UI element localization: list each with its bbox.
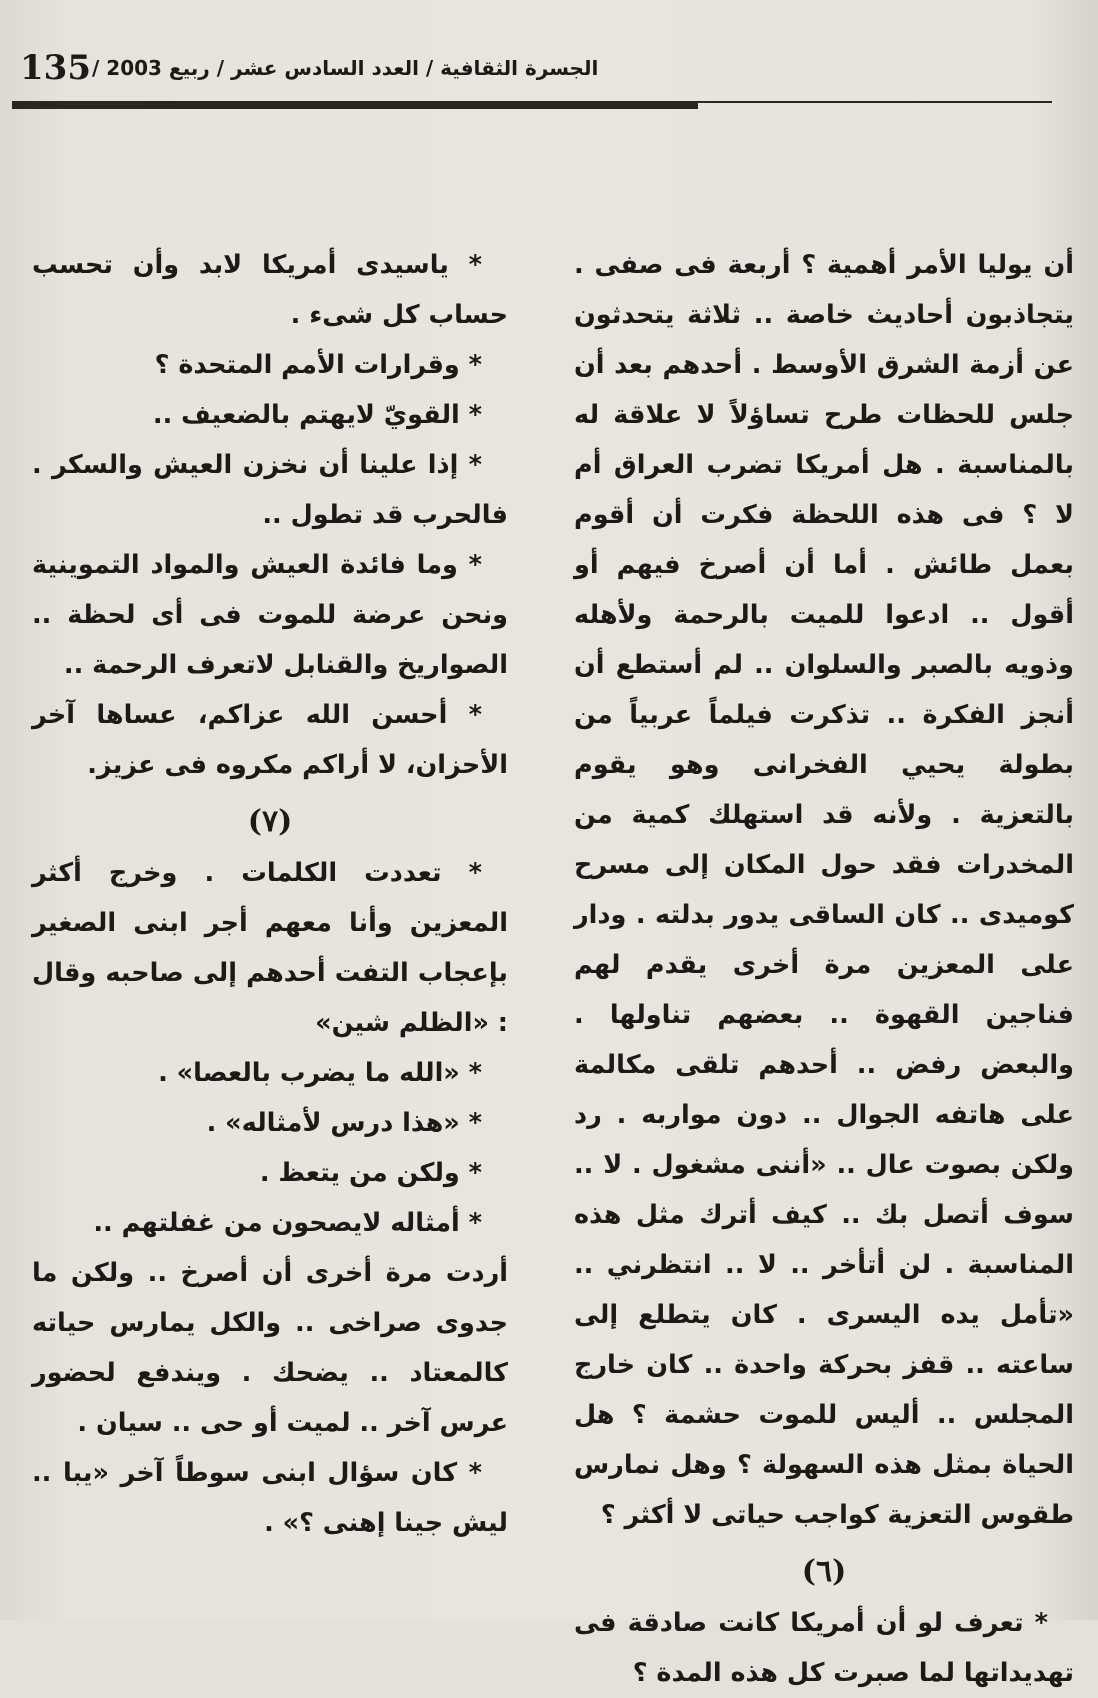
section-number-7: (٧): [247, 804, 293, 839]
page-header: [14, 40, 1044, 90]
body-paragraph: أن يوليا الأمر أهمية ؟ أربعة فى صفى . يتجاذبون أحاديث خاصة .. ثلاثة يتحدثون عن أزمة الشرق الأوسط . أحدهم بعد أن جلس للحظات طرح تساؤلاً لا علاقة له بالمناسبة . هل أمريكا تضرب العراق أم لا ؟ فى هذه اللحظة فكرت أن أقوم بعمل طائش . أما أن أصرخ فيهم أو أقول .. ادعوا للميت بالرحمة ولأهله وذويه بالصبر والسلوان .. لم أستطع أن أنجز الفكرة .. تذكرت فيلماً عربياً من بطولة يحيي الفخرانى وهو يقوم بالتعزية . ولأنه قد استهلك كمية من المخدرات فقد حول المكان إلى مسرح كوميدى .. كان الساقى يدور بدلته . ودار على المعزين مرة أخرى يقدم لهم فناجين القهوة .. بعضهم تناولها . والبعض رفض .. أحدهم تلقى مكالمة على هاتفه الجوال .. دون مواربه . رد ولكن بصوت عال .. «أننى مشغول . لا .. سوف أتصل بك .. كيف أترك مثل هذه المناسبة . لن أتأخر .. لا .. انتظرني .. «تأمل يده اليسرى . كان يتطلع إلى ساعته .. قفز بحركة واحدة .. كان خارج المجلس .. أليس للموت حشمة ؟ هل الحياة بمثل هذه السهولة ؟ وهل نمارس طقوس التعزية كواجب حياتى لا أكثر ؟: [574, 250, 1074, 1530]
header-rule-bold: [12, 101, 698, 109]
right-text-column: [574, 240, 1074, 1698]
dialogue-line: * أحسن الله عزاكم، عساها آخر الأحزان، لا أراكم مكروه فى عزيز.: [32, 700, 508, 780]
journal-running-head: الجسرة الثقافية / العدد السادس عشر / ربيع 2003 /: [92, 56, 599, 80]
dialogue-line: * القويّ لايهتم بالضعيف ..: [152, 400, 482, 430]
dialogue-line: * أمثاله لايصحون من غفلتهم ..: [93, 1208, 482, 1238]
dialogue-line: * «هذا درس لأمثاله» .: [206, 1108, 482, 1138]
dialogue-line: * إذا علينا أن نخزن العيش والسكر . فالحرب قد تطول ..: [32, 450, 508, 530]
dialogue-line: * وقرارات الأمم المتحدة ؟: [154, 350, 482, 380]
dialogue-line: * وما فائدة العيش والمواد التموينية ونحن عرضة للموت فى أى لحظة .. الصواريخ والقنابل لاتعرف الرحمة ..: [32, 550, 508, 680]
dialogue-line: * ياسيدى أمريكا لابد وأن تحسب حساب كل شىء .: [32, 250, 508, 330]
dialogue-line: * تعددت الكلمات . وخرج أكثر المعزين وأنا معهم أجر ابنى الصغير بإعجاب التفت أحدهم إلى صاحبه وقال : «الظلم شين»: [32, 858, 508, 1038]
dialogue-line: * «الله ما يضرب بالعصا» .: [158, 1058, 482, 1088]
dialogue-line: * كان سؤال ابنى سوطاً آخر «يبا .. ليش جينا إهنى ؟» .: [32, 1458, 508, 1538]
body-paragraph: أردت مرة أخرى أن أصرخ .. ولكن ما جدوى صراخى .. والكل يمارس حياته كالمعتاد .. يضحك . ويندفع لحضور عرس آخر .. لميت أو حى .. سيان .: [32, 1258, 508, 1438]
section-number-6: (٦): [801, 1554, 847, 1589]
dialogue-line: * ولكن من يتعظ .: [259, 1158, 482, 1188]
page-number: 135: [20, 48, 91, 88]
body-paragraph: * تعرف لو أن أمريكا كانت صادقة فى تهديداتها لما صبرت كل هذه المدة ؟: [574, 1608, 1074, 1688]
left-text-column: [32, 240, 508, 1548]
